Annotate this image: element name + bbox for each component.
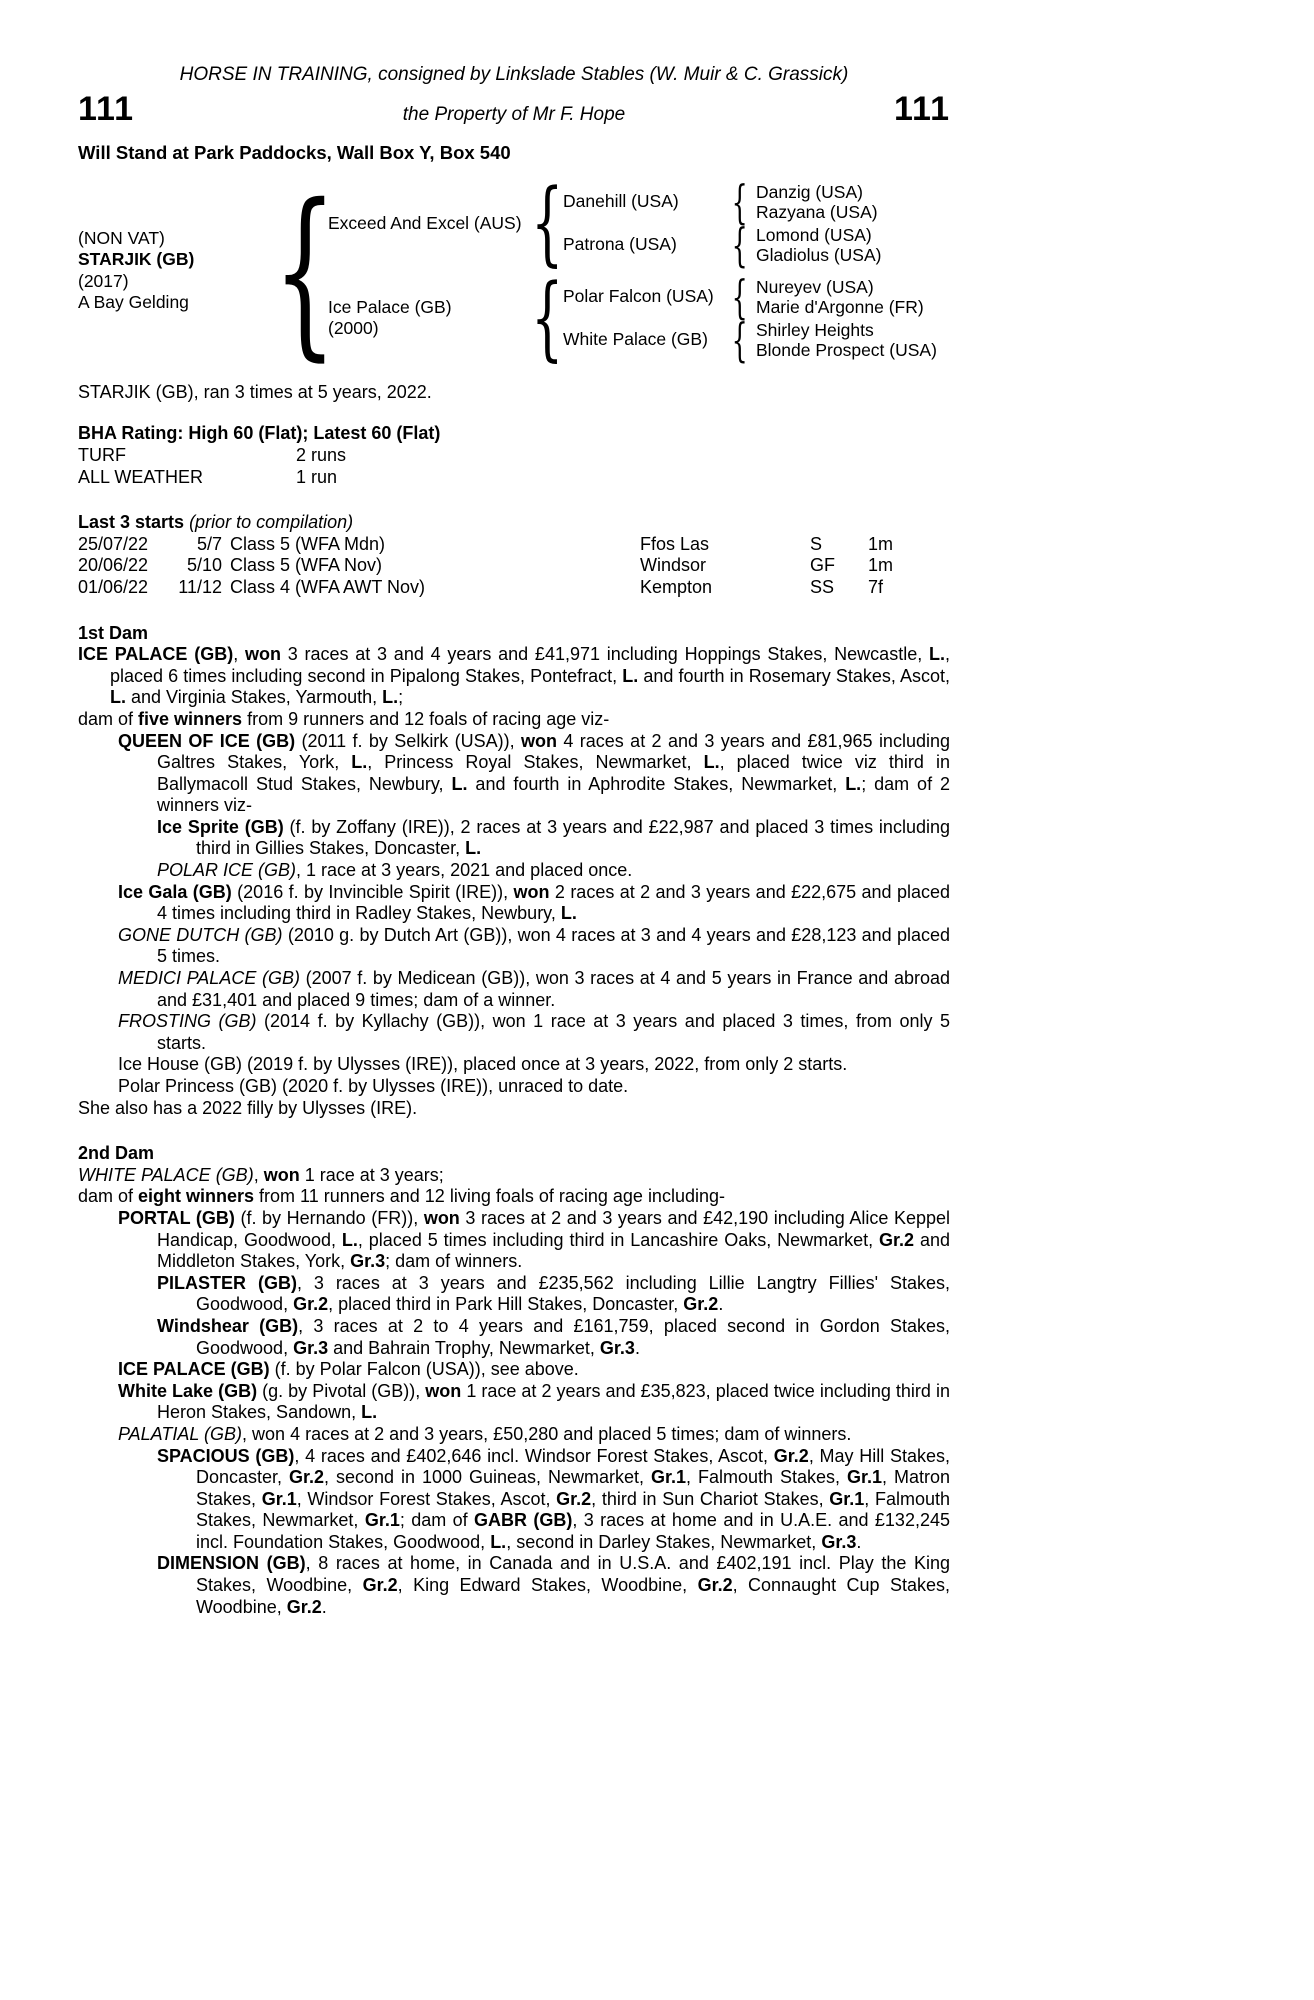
ancestor-name: Razyana (USA) xyxy=(756,201,878,222)
sire-sire-name: Danehill (USA) xyxy=(563,191,679,212)
race-start-going: GF xyxy=(810,555,835,576)
horse-foaling-year: (2017) xyxy=(78,270,129,291)
pedigree-paragraph: DIMENSION (GB), 8 races at home, in Canada and in U.S.A. and £402,191 incl. Play the King Stakes, Woodbine, Gr.2, King Edward Stakes, Woodbine, Gr.2, Connaught Cup Stakes, Woodbine, Gr.2. xyxy=(157,1553,950,1617)
sire-branch: Exceed And Excel (AUS) { Danehill (USA) { Danzig (USA) Razyana (USA) Patrona (USA) { Lomond (USA) Gladiolus (USA) xyxy=(320,182,950,265)
race-start-row xyxy=(78,555,950,577)
first-dam-section xyxy=(78,623,950,1120)
race-start-course: Windsor xyxy=(640,555,707,576)
lot-number-right: 111 xyxy=(894,89,950,128)
dam-dam-branch: White Palace (GB) { Shirley Heights Blonde Prospect (USA) xyxy=(557,320,950,360)
surface-label: ALL WEATHER xyxy=(78,466,204,487)
pedigree-paragraph: She also has a 2022 filly by Ulysses (IRE). xyxy=(78,1097,418,1118)
sire-sire-branch: Danehill (USA) { Danzig (USA) Razyana (USA) xyxy=(557,182,950,222)
lot-header-row xyxy=(78,89,950,130)
pedigree-paragraph: Ice House (GB) (2019 f. by Ulysses (IRE)), placed once at 3 years, 2022, from only 2 starts. xyxy=(118,1054,848,1075)
dam-branch: Ice Palace (GB) (2000) { Polar Falcon (USA) { Nureyev (USA) Marie d'Argonne (FR) White Palace (GB) { Shirley Heights Blonde Prospect (USA) xyxy=(320,277,950,360)
race-start-pos: 5/10 xyxy=(186,555,222,576)
property-line: the Property of Mr F. Hope xyxy=(402,103,626,125)
dam-name: Ice Palace (GB) xyxy=(328,297,452,318)
dam-dam-name: White Palace (GB) xyxy=(563,329,708,350)
first-dam-paragraphs xyxy=(78,644,950,1119)
second-dam-section xyxy=(78,1143,950,1618)
surface-label: TURF xyxy=(78,444,126,465)
pedigree-paragraph: PORTAL (GB) (f. by Hernando (FR)), won 3 races at 2 and 3 years and £42,190 including Alice Keppel Handicap, Goodwood, L., placed 5 times including third in Lancashire Oaks, Newmarket, Gr.2 and Middleton Stakes, York, Gr.3; dam of winners. xyxy=(118,1207,951,1272)
race-start-cls: Class 4 (WFA AWT Nov) xyxy=(230,576,426,597)
ancestor-name: Blonde Prospect (USA) xyxy=(756,339,937,360)
pedigree-paragraph: dam of eight winners from 11 runners and 12 living foals of racing age including- xyxy=(78,1186,725,1207)
race-start-row xyxy=(78,577,950,599)
ancestor-name: Danzig (USA) xyxy=(756,181,863,202)
pedigree-paragraph: White Lake (GB) (g. by Pivotal (GB)), won 1 race at 2 years and £35,823, placed twice including third in Heron Stakes, Sandown, L. xyxy=(118,1380,950,1423)
race-start-going: SS xyxy=(810,576,835,597)
vat-status: (NON VAT) xyxy=(78,227,165,248)
horse-name: STARJIK (GB) xyxy=(78,249,195,270)
pedigree-paragraph: Ice Gala (GB) (2016 f. by Invincible Spirit (IRE)), won 2 races at 2 and 3 years and £22,675 and placed 4 times including third in Radley Stakes, Newbury, L. xyxy=(118,881,950,924)
surface-row-all-weather xyxy=(78,467,950,489)
pedigree-paragraph: PALATIAL (GB), won 4 races at 2 and 3 years, £50,280 and placed 5 times; dam of winners. xyxy=(118,1423,852,1444)
ancestor-name: Shirley Heights xyxy=(756,319,874,340)
stand-location-line: Will Stand at Park Paddocks, Wall Box Y, Box 540 xyxy=(78,141,511,163)
race-start-dist: 7f xyxy=(868,576,884,597)
race-start-course: Kempton xyxy=(640,576,713,597)
race-start-dist: 1m xyxy=(868,555,894,576)
second-dam-paragraphs xyxy=(78,1165,950,1618)
race-start-cls: Class 5 (WFA Nov) xyxy=(230,555,383,576)
ancestor-name: Marie d'Argonne (FR) xyxy=(756,296,924,317)
surface-row-turf xyxy=(78,445,950,467)
ancestor-name: Lomond (USA) xyxy=(756,224,872,245)
pedigree-paragraph: Polar Princess (GB) (2020 f. by Ulysses (IRE)), unraced to date. xyxy=(118,1076,629,1096)
last-starts-table xyxy=(78,534,950,599)
pedigree-paragraph: SPACIOUS (GB), 4 races and £402,646 incl. Windsor Forest Stakes, Ascot, Gr.2, May Hill Stakes, Doncaster, Gr.2, second in 1000 Guineas, Newmarket, Gr.1, Falmouth Stakes, Gr.1, Matron Stakes, Gr.1, Windsor Forest Stakes, Ascot, Gr.2, third in Sun Chariot Stakes, Gr.1, Falmouth Stakes, Newmarket, Gr.1; dam of GABR (GB), 3 races at home and in U.A.E. and £132,245 incl. Foundation Stakes, Goodwood, L., second in Darley Stakes, Newmarket, Gr.3. xyxy=(157,1445,950,1552)
bha-rating-heading: BHA Rating: High 60 (Flat); Latest 60 (Flat) xyxy=(78,423,441,444)
pedigree-paragraph: GONE DUTCH (GB) (2010 g. by Dutch Art (GB)), won 4 races at 3 and 4 years and £28,123 and placed 5 times. xyxy=(118,924,950,967)
race-start-row xyxy=(78,534,950,556)
race-start-course: Ffos Las xyxy=(640,533,710,554)
pedigree-paragraph: ICE PALACE (GB) (f. by Polar Falcon (USA)), see above. xyxy=(118,1359,579,1380)
race-start-pos: 11/12 xyxy=(178,576,222,597)
sire-dam-name: Patrona (USA) xyxy=(563,234,677,255)
second-dam-heading: 2nd Dam xyxy=(78,1143,155,1164)
pedigree-tree: (NON VAT) STARJIK (GB) (2017) A Bay Gelding { Exceed And Excel (AUS) { Danehill (USA) { Danzig (USA) Razyana (USA) Patrona (USA) { Lomond (USA) Gladiolus (USA) Ice Palace (GB) (2000) { Polar Falcon (USA) { Nureyev (USA) Marie d'Argonne (FR) White Palace (GB) { Shirley Heights Blonde Prospect (USA) xyxy=(78,182,950,360)
dam-sire-name: Polar Falcon (USA) xyxy=(563,286,714,307)
pedigree-paragraph: dam of five winners from 9 runners and 12 foals of racing age viz- xyxy=(78,708,610,729)
bha-rating-section xyxy=(78,423,950,488)
pedigree-paragraph: ICE PALACE (GB), won 3 races at 3 and 4 years and £41,971 including Hoppings Stakes, Newcastle, L., placed 6 times including second in Pipalong Stakes, Pontefract, L. and fourth in Rosemary Stakes, Ascot, L. and Virginia Stakes, Yarmouth, L.; xyxy=(78,644,950,708)
lot-number-left: 111 xyxy=(78,89,134,128)
pedigree-paragraph: PILASTER (GB), 3 races at 3 years and £235,562 including Lillie Langtry Fillies' Stakes, Goodwood, Gr.2, placed third in Park Hill Stakes, Doncaster, Gr.2. xyxy=(157,1272,950,1315)
pedigree-paragraph: QUEEN OF ICE (GB) (2011 f. by Selkirk (USA)), won 4 races at 2 and 3 years and £81,965 including Galtres Stakes, York, L., Princess Royal Stakes, Newmarket, L., placed twice viz third in Ballymacoll Stud Stakes, Newbury, L. and fourth in Aphrodite Stakes, Newmarket, L.; dam of 2 winners viz- xyxy=(118,730,951,816)
race-start-date: 20/06/22 xyxy=(78,555,149,576)
ancestor-name: Nureyev (USA) xyxy=(756,276,874,297)
horse-description: A Bay Gelding xyxy=(78,292,189,313)
race-start-date: 01/06/22 xyxy=(78,576,149,597)
last-starts-title: Last 3 starts (prior to compilation) xyxy=(78,512,354,533)
dam-foaling-year: (2000) xyxy=(328,318,379,339)
pedigree-paragraph: Windshear (GB), 3 races at 2 to 4 years and £161,759, placed second in Gordon Stakes, Goodwood, Gr.3 and Bahrain Trophy, Newmarket, Gr.3. xyxy=(157,1315,951,1358)
sire-name: Exceed And Excel (AUS) xyxy=(328,212,522,233)
pedigree-paragraph: Ice Sprite (GB) (f. by Zoffany (IRE)), 2 races at 3 years and £22,987 and placed 3 times including third in Gillies Stakes, Doncaster, L. xyxy=(157,816,950,859)
catalogue-page xyxy=(78,0,950,1618)
first-dam-heading: 1st Dam xyxy=(78,622,149,643)
horse-info xyxy=(78,228,290,314)
surface-value: 2 runs xyxy=(296,444,347,465)
surface-value: 1 run xyxy=(296,466,338,487)
pedigree-paragraph: WHITE PALACE (GB), won 1 race at 3 years; xyxy=(78,1164,444,1185)
pedigree-paragraph: MEDICI PALACE (GB) (2007 f. by Medicean (GB)), won 3 races at 4 and 5 years in France and abroad and £31,401 and placed 9 times; dam of a winner. xyxy=(118,968,950,1010)
race-start-pos: 5/7 xyxy=(196,533,222,554)
race-start-going: S xyxy=(810,533,823,554)
sire-dam-branch: Patrona (USA) { Lomond (USA) Gladiolus (USA) xyxy=(557,225,950,265)
ancestor-name: Gladiolus (USA) xyxy=(756,244,882,265)
race-start-date: 25/07/22 xyxy=(78,533,149,554)
race-start-dist: 1m xyxy=(868,533,894,554)
dam-sire-branch: Polar Falcon (USA) { Nureyev (USA) Marie d'Argonne (FR) xyxy=(557,277,950,317)
consignor-line: HORSE IN TRAINING, consigned by Linkslade Stables (W. Muir & C. Grassick) xyxy=(179,64,849,85)
pedigree-paragraph: FROSTING (GB) (2014 f. by Kyllachy (GB)), won 1 race at 3 years and placed 3 times, from only 5 starts. xyxy=(118,1011,950,1053)
pedigree-paragraph: POLAR ICE (GB), 1 race at 3 years, 2021 and placed once. xyxy=(157,860,633,881)
race-start-cls: Class 5 (WFA Mdn) xyxy=(230,533,386,554)
race-summary-line: STARJIK (GB), ran 3 times at 5 years, 2022. xyxy=(78,381,432,402)
pedigree-generations xyxy=(320,169,950,372)
last-starts-section xyxy=(78,512,950,598)
